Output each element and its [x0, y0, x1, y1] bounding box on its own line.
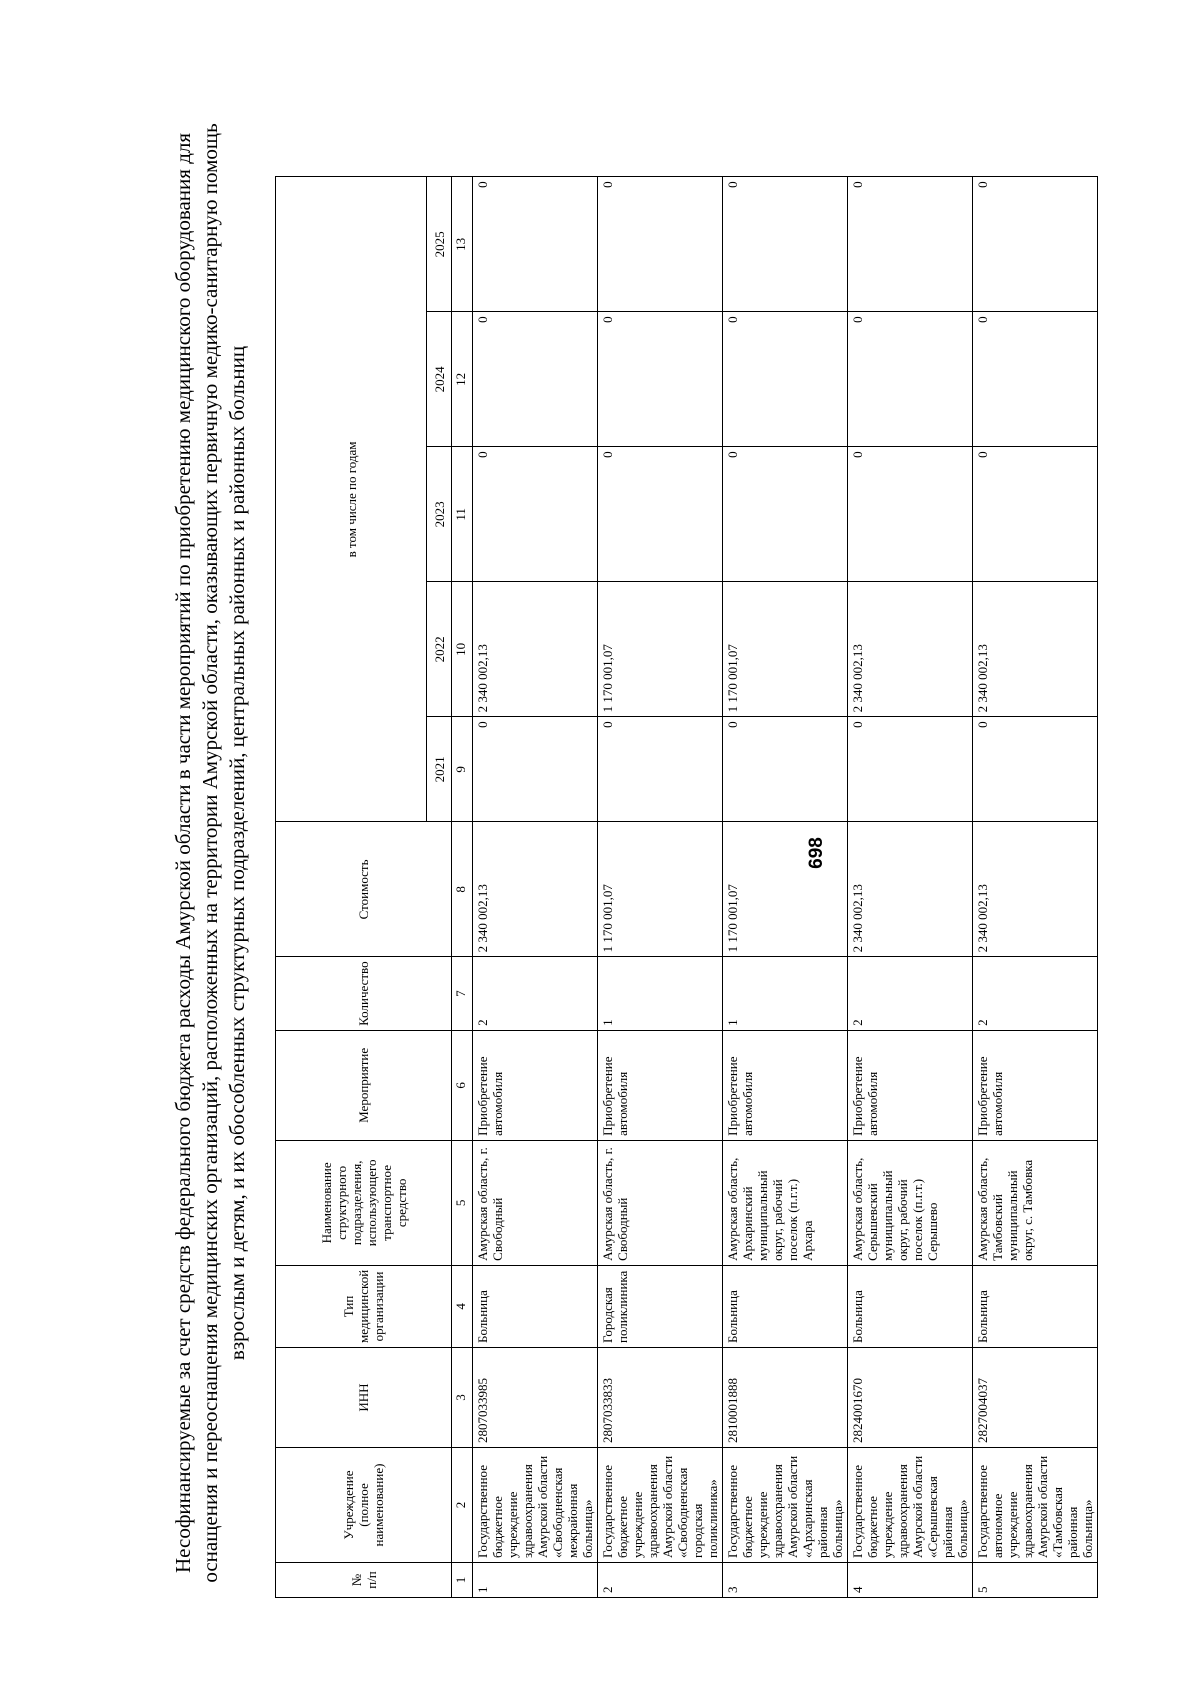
table-row	[598, 177, 723, 1598]
header-event: Мероприятие	[276, 1030, 452, 1140]
table-row	[848, 177, 973, 1598]
row-cost: 1 170 001,07	[723, 822, 848, 957]
row-event: Приобретение автомобиля	[723, 1030, 848, 1140]
row-institution: Государственное бюджетное учреждение здравоохранения Амурской области «Серышевская районная больница»	[848, 1448, 973, 1563]
row-no: 5	[973, 1563, 1098, 1598]
page-number: 698	[806, 837, 827, 869]
row-2022: 2 340 002,13	[848, 582, 973, 717]
header-year-2025: 2025	[427, 177, 452, 312]
header-no: № п/п	[276, 1563, 452, 1598]
row-2023: 0	[598, 447, 723, 582]
table-row	[473, 177, 598, 1598]
table-row	[973, 177, 1098, 1598]
row-qty: 2	[848, 957, 973, 1030]
header-org-type: Тип медицинской организации	[276, 1265, 452, 1347]
row-2022: 2 340 002,13	[473, 582, 598, 717]
header-year-2024: 2024	[427, 312, 452, 447]
row-2021: 0	[848, 717, 973, 822]
header-qty: Количество	[276, 957, 452, 1030]
row-qty: 2	[473, 957, 598, 1030]
row-event: Приобретение автомобиля	[973, 1030, 1098, 1140]
row-2023: 0	[973, 447, 1098, 582]
row-org-type: Больница	[723, 1265, 848, 1347]
header-cost: Стоимость	[276, 822, 452, 957]
column-number: 12	[452, 312, 473, 447]
row-2024: 0	[598, 312, 723, 447]
column-number: 5	[452, 1140, 473, 1265]
column-number: 1	[452, 1563, 473, 1598]
column-number: 6	[452, 1030, 473, 1140]
header-unit: Наименование структурного подразделения, использующего транспортное средство	[276, 1140, 452, 1265]
row-event: Приобретение автомобиля	[598, 1030, 723, 1140]
row-unit: Амурская область, г. Свободный	[598, 1140, 723, 1265]
row-2021: 0	[973, 717, 1098, 822]
column-number-row	[452, 177, 473, 1598]
column-number: 3	[452, 1348, 473, 1448]
column-number: 8	[452, 822, 473, 957]
row-cost: 2 340 002,13	[973, 822, 1098, 957]
row-inn: 2807033985	[473, 1348, 598, 1448]
row-inn: 2807033833	[598, 1348, 723, 1448]
row-no: 4	[848, 1563, 973, 1598]
row-org-type: Больница	[473, 1265, 598, 1347]
column-number: 9	[452, 717, 473, 822]
row-cost: 2 340 002,13	[848, 822, 973, 957]
row-2024: 0	[973, 312, 1098, 447]
row-2021: 0	[723, 717, 848, 822]
row-org-type: Больница	[848, 1265, 973, 1347]
row-org-type: Больница	[973, 1265, 1098, 1347]
row-event: Приобретение автомобиля	[473, 1030, 598, 1140]
row-2024: 0	[848, 312, 973, 447]
row-2025: 0	[973, 177, 1098, 312]
row-unit: Амурская область, Серышевский муниципальный округ, рабочий поселок (п.г.т.) Серышево	[848, 1140, 973, 1265]
column-number: 4	[452, 1265, 473, 1347]
row-2023: 0	[473, 447, 598, 582]
row-2022: 1 170 001,07	[723, 582, 848, 717]
row-2024: 0	[723, 312, 848, 447]
column-number: 11	[452, 447, 473, 582]
column-number: 10	[452, 582, 473, 717]
row-cost: 1 170 001,07	[598, 822, 723, 957]
row-unit: Амурская область, Архаринский муниципальный округ, рабочий поселок (п.г.т.) Архара	[723, 1140, 848, 1265]
row-unit: Амурская область, Тамбовский муниципальный округ, с. Тамбовка	[973, 1140, 1098, 1265]
row-qty: 1	[598, 957, 723, 1030]
row-2024: 0	[473, 312, 598, 447]
row-2022: 2 340 002,13	[973, 582, 1098, 717]
row-2025: 0	[473, 177, 598, 312]
row-no: 2	[598, 1563, 723, 1598]
header-inn: ИНН	[276, 1348, 452, 1448]
row-institution: Государственное автономное учреждение здравоохранения Амурской области «Тамбовская районная больница»	[973, 1448, 1098, 1563]
row-institution: Государственное бюджетное учреждение здравоохранения Амурской области «Свободненская межрайонная больница»	[473, 1448, 598, 1563]
table-row	[723, 177, 848, 1598]
row-2025: 0	[598, 177, 723, 312]
column-number: 13	[452, 177, 473, 312]
header-year-2022: 2022	[427, 582, 452, 717]
row-unit: Амурская область, г. Свободный	[473, 1140, 598, 1265]
row-inn: 2810001888	[723, 1348, 848, 1448]
row-2021: 0	[473, 717, 598, 822]
header-year-2021: 2021	[427, 717, 452, 822]
row-2023: 0	[723, 447, 848, 582]
row-org-type: Городская поликлиника	[598, 1265, 723, 1347]
row-2025: 0	[723, 177, 848, 312]
row-2023: 0	[848, 447, 973, 582]
row-cost: 2 340 002,13	[473, 822, 598, 957]
row-institution: Государственное бюджетное учреждение здравоохранения Амурской области «Свободненская городская поликлиника»	[598, 1448, 723, 1563]
row-institution: Государственное бюджетное учреждение здравоохранения Амурской области «Архаринская районная больница»	[723, 1448, 848, 1563]
header-institution: Учреждение (полное наименование)	[276, 1448, 452, 1563]
funding-table	[275, 176, 1098, 1598]
document-title: Несофинансируемые за счет средств федерального бюджета расходы Амурской области в части мероприятий по приобретению медицинского оборудования для оснащения и переоснащения медицинских организаций, расположенных на территории Амурской области, оказывающих первичную медико-санитарную помощь взрослым и детям, и их обособленных структурных подразделений, центральных районных и районных больниц	[171, 123, 249, 1583]
row-2022: 1 170 001,07	[598, 582, 723, 717]
header-by-year: в том числе по годам	[276, 177, 427, 822]
row-2025: 0	[848, 177, 973, 312]
header-year-2023: 2023	[427, 447, 452, 582]
row-qty: 1	[723, 957, 848, 1030]
row-event: Приобретение автомобиля	[848, 1030, 973, 1140]
row-2021: 0	[598, 717, 723, 822]
row-no: 3	[723, 1563, 848, 1598]
row-inn: 2827004037	[973, 1348, 1098, 1448]
row-inn: 2824001670	[848, 1348, 973, 1448]
row-no: 1	[473, 1563, 598, 1598]
row-qty: 2	[973, 957, 1098, 1030]
column-number: 2	[452, 1448, 473, 1563]
column-number: 7	[452, 957, 473, 1030]
